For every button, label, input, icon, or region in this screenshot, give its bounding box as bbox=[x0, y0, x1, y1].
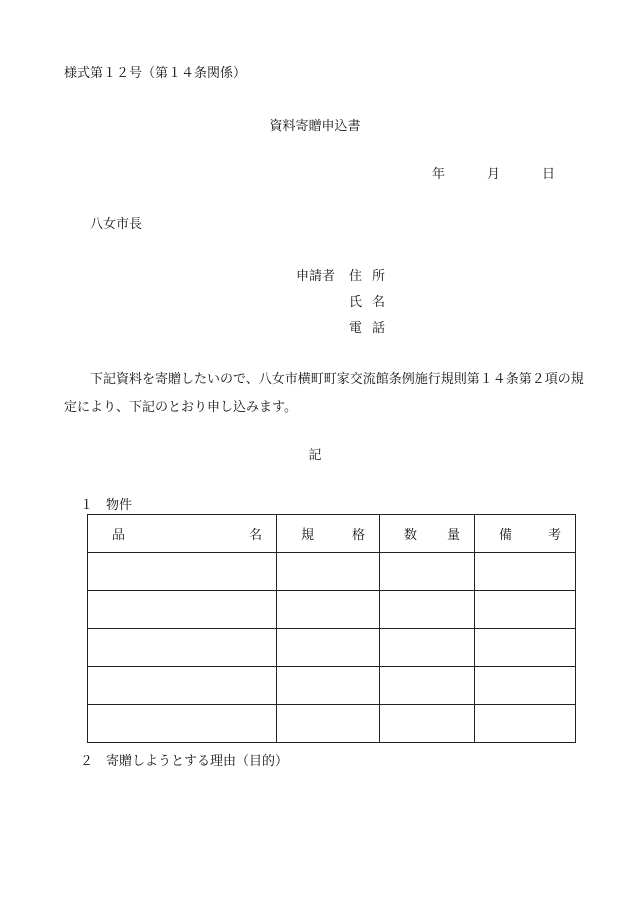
table-cell[interactable] bbox=[277, 591, 380, 629]
applicant-phone-label: 電話 bbox=[349, 321, 396, 336]
table-cell[interactable] bbox=[88, 629, 277, 667]
body-text: 下記資料を寄贈したいので、八女市横町町家交流館条例施行規則第１４条第２項の規定により、下記のとおり申し込みます。 bbox=[64, 372, 584, 415]
header-item-name: 品 名 bbox=[88, 515, 277, 553]
items-table bbox=[87, 514, 576, 743]
applicant-name-label: 氏名 bbox=[349, 295, 396, 310]
header-specification: 規 格 bbox=[277, 515, 380, 553]
table-cell[interactable] bbox=[475, 667, 576, 705]
date-day: 日 bbox=[542, 167, 556, 182]
section-1-heading: １ 物件 bbox=[80, 498, 133, 513]
applicant-address-label: 住所 bbox=[349, 269, 396, 284]
table-cell[interactable] bbox=[380, 667, 475, 705]
table-cell[interactable] bbox=[380, 591, 475, 629]
table-cell[interactable] bbox=[475, 705, 576, 743]
table-cell[interactable] bbox=[88, 705, 277, 743]
table-cell[interactable] bbox=[475, 629, 576, 667]
table-cell[interactable] bbox=[277, 629, 380, 667]
form-number: 様式第１２号（第１４条関係） bbox=[64, 66, 247, 81]
table-cell[interactable] bbox=[88, 553, 277, 591]
table-cell[interactable] bbox=[277, 705, 380, 743]
table-row bbox=[88, 591, 576, 629]
document-title: 資料寄贈申込書 bbox=[269, 119, 361, 134]
table-row bbox=[88, 705, 576, 743]
table-cell[interactable] bbox=[277, 553, 380, 591]
table-cell[interactable] bbox=[380, 553, 475, 591]
table-cell[interactable] bbox=[88, 667, 277, 705]
date-year: 年 bbox=[432, 167, 446, 182]
ki-heading: 記 bbox=[308, 448, 322, 463]
table-row bbox=[88, 667, 576, 705]
table-cell[interactable] bbox=[475, 591, 576, 629]
header-remarks: 備 考 bbox=[475, 515, 576, 553]
date-line bbox=[432, 163, 555, 182]
table-cell[interactable] bbox=[475, 553, 576, 591]
header-quantity: 数 量 bbox=[380, 515, 475, 553]
section-2-heading: ２ 寄贈しようとする理由（目的） bbox=[80, 754, 289, 769]
table-row bbox=[88, 629, 576, 667]
table-cell[interactable] bbox=[380, 629, 475, 667]
table-header-row bbox=[88, 515, 576, 553]
table-cell[interactable] bbox=[380, 705, 475, 743]
applicant-label: 申請者 bbox=[296, 269, 336, 284]
table-row bbox=[88, 553, 576, 591]
table-cell[interactable] bbox=[277, 667, 380, 705]
date-month: 月 bbox=[487, 167, 501, 182]
addressee: 八女市長 bbox=[90, 217, 143, 232]
table-cell[interactable] bbox=[88, 591, 277, 629]
